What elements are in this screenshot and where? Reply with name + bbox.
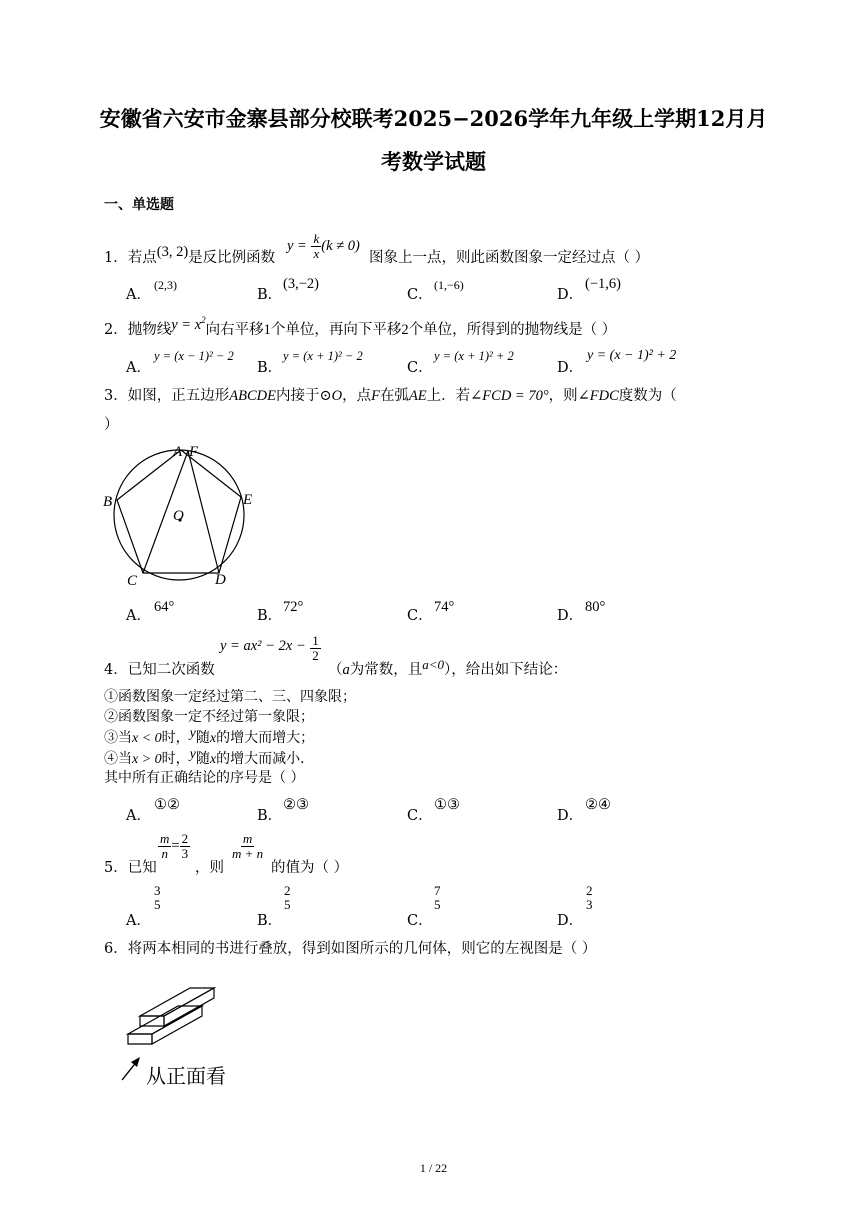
question-6: 6．将两本相同的书进行叠放，得到如图所示的几何体，则它的左视图是（ ） (104, 941, 597, 957)
q1-option-b: B． (257, 287, 283, 303)
doc-title-line2: 考数学试题 (381, 149, 486, 174)
question-4: 4．已知二次函数 (104, 662, 215, 678)
q4-option-c-value: ①③ (434, 797, 460, 813)
q5-text-2: ，则 (195, 860, 224, 876)
doc-title-line1: 安徽省六安市金寨县部分校联考2025−2026学年九年级上学期12月月 (99, 106, 768, 131)
q4-option-b-value: ②③ (283, 797, 309, 813)
question-1 (104, 246, 275, 267)
q2-expr: $y = x^2$ (171, 315, 206, 333)
q4-option-d: D． (557, 808, 584, 824)
q4-option-a-value: ①② (154, 797, 180, 813)
q5-option-a: A． (126, 913, 151, 929)
label-b: B (103, 494, 113, 510)
q5-target-fraction: $\frac{m}{m + n}$ (232, 831, 264, 861)
q5-option-c-value: 7 5 (434, 883, 441, 912)
q5-text-3: 的值为（ ） (271, 860, 349, 876)
q2-option-d-value: y = (x − 1)² + 2 (587, 348, 677, 363)
q1-option-a-value: (2,3) (154, 278, 177, 292)
q3-option-a-value: 64° (154, 599, 175, 615)
label-e: E (243, 492, 253, 508)
q5-option-b: B． (257, 913, 283, 929)
label-o: O (173, 508, 184, 524)
q1-function (287, 232, 360, 260)
label-a: A (173, 444, 183, 460)
q1-option-d: D． (557, 287, 584, 303)
q4-conclusion-1: ①函数图象一定经过第二、三、四象限； (104, 689, 356, 705)
q5-given: $\frac{m}{n}$ = $\frac{2}{3}$ (160, 831, 189, 861)
arrow-head (131, 1057, 140, 1067)
q2-option-b: B． (257, 360, 283, 376)
q4-conclusion-3: ③当x < 0时，y随x的增大而增大； (104, 726, 315, 746)
question-5: 5．已知 (104, 860, 157, 876)
q4-option-d-value: ②④ (585, 797, 611, 813)
q2-option-c-value: y = (x + 1)² + 2 (434, 349, 514, 363)
q1-option-c: C． (407, 287, 433, 303)
q2-option-b-value: y = (x + 1)² − 2 (283, 349, 363, 363)
q3-option-b: B． (257, 608, 283, 624)
q1-option-d-value: (−1,6) (585, 276, 621, 292)
figure-caption: 从正面看 (146, 1064, 226, 1088)
label-c: C (127, 573, 138, 589)
q3-option-d-value: 80° (585, 599, 606, 615)
q1-func-fraction: $\frac{k}{x}$ (313, 231, 320, 261)
q3-option-c: C． (407, 608, 433, 624)
q4-option-a: A． (126, 808, 151, 824)
q4-ask: 其中所有正确结论的序号是（ ） (104, 770, 305, 786)
q4-fraction: $\frac{1}{2}$ (312, 633, 319, 663)
section-heading: 一、单选题 (104, 197, 174, 213)
q4-option-c: C． (407, 808, 433, 824)
q4-option-b: B． (257, 808, 283, 824)
question-3: 3．如图，正五边形ABCDE内接于⊙O，点F在弧AE上．若∠FCD = 70°，则∠FDC度数为（ (104, 388, 677, 404)
q5-option-d-value: 2 3 (586, 883, 593, 912)
q1-number: 1． (104, 250, 128, 266)
q3-option-a: A． (126, 608, 151, 624)
q2-option-a: A． (126, 360, 151, 376)
q3-option-b-value: 72° (283, 599, 304, 615)
segment-df (188, 451, 219, 573)
q2-option-a-value: y = (x − 1)² − 2 (154, 349, 234, 363)
q3-option-d: D． (557, 608, 584, 624)
q5-option-a-value: 3 5 (154, 883, 161, 912)
q4-function: y = ax² − 2x − $\frac{1}{2}$ (220, 633, 319, 663)
q4-conclusion-2: ②函数图象一定不经过第一象限； (104, 709, 314, 725)
q1-text-1: 若点 (127, 250, 157, 266)
page-number: 1 / 22 (419, 1161, 448, 1175)
q1-point: (3, 2) (156, 244, 189, 260)
q5-option-d: D． (557, 913, 584, 929)
q5-option-c: C． (407, 913, 433, 929)
q1-text-3: 图象上一点，则此函数图象一定经过点（ ） (369, 250, 650, 266)
q1-option-b-value: (3,−2) (283, 276, 319, 292)
label-d: D (215, 572, 226, 588)
question-2: 2．抛物线$y = x^2$向右平移1个单位，再向下平移2个单位，所得到的抛物线是（ ） (104, 315, 617, 338)
q3-close-paren: ） (104, 417, 119, 433)
q1-option-c-value: (1,−6) (434, 278, 464, 292)
pentagon-figure (100, 440, 270, 590)
q1-text-2: 是反比例函数 (188, 250, 276, 266)
q1-option-a: A． (126, 287, 151, 303)
q4-conclusion-4: ④当x > 0时，y随x的增大而减小． (104, 747, 315, 767)
q5-option-b-value: 2 5 (284, 883, 291, 912)
q1-func-lhs: y = (287, 238, 307, 255)
q3-option-c-value: 74° (434, 599, 455, 615)
q4-text: （a为常数，且a<0），给出如下结论： (328, 657, 568, 678)
label-f: F (189, 444, 199, 460)
q2-option-c: C． (407, 360, 433, 376)
q2-option-d: D． (557, 360, 584, 376)
q1-func-cond: (k ≠ 0) (321, 238, 360, 255)
